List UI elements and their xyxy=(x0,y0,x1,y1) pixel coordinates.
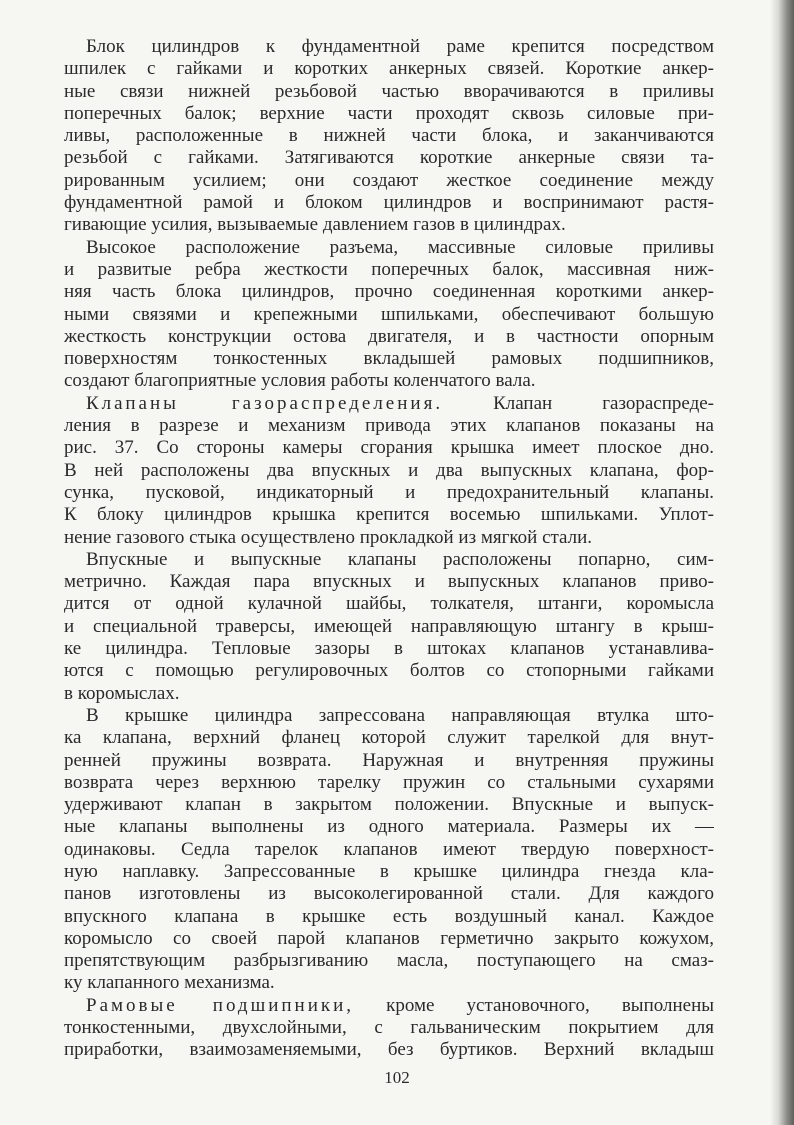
section-heading-valves: Клапаны газораспределения. xyxy=(86,392,444,414)
section-heading-main-bearings: Рамовые подшипники, xyxy=(86,994,355,1016)
text-line: фундаментной рамой и блоком цилиндров и воспринимают растя- xyxy=(64,192,714,214)
text-line: Высокое расположение разъема, массивные силовые приливы xyxy=(86,236,714,258)
text-line: дится от одной кулачной шайбы, толкателя, штанги, коромысла xyxy=(64,593,714,615)
text-line: В ней расположены два впускных и два выпускных клапана, фор- xyxy=(64,459,714,481)
text-line: и развитые ребра жесткости поперечных балок, массивная ниж- xyxy=(64,258,714,280)
text-line: коромысло со своей парой клапанов герметично закрыто кожухом, xyxy=(64,927,714,949)
text-line: препятствующим разбрызгиванию масла, поступающего на смаз- xyxy=(64,950,714,972)
text-line: ную наплавку. Запрессованные в крышке цилиндра гнезда кла- xyxy=(64,860,714,882)
text-line: в коромыслах. xyxy=(64,682,180,704)
text-line: панов изготовлены из высоколегированной стали. Для каждого xyxy=(64,883,714,905)
text-line: приработки, взаимозаменяемыми, без буртиков. Верхний вкладыш xyxy=(64,1039,714,1061)
text-line: метрично. Каждая пара впускных и выпускных клапанов приво- xyxy=(64,571,714,593)
text-line: ными связями и крепежными шпильками, обеспечивают большую xyxy=(64,303,714,325)
text-line: рис. 37. Со стороны камеры сгорания крышка имеет плоское дно. xyxy=(64,437,714,459)
text-line xyxy=(64,393,714,415)
text-line: ку клапанного механизма. xyxy=(64,972,275,994)
text-line: ливы, расположенные в нижней части блока, и заканчиваются xyxy=(64,125,714,147)
paragraph-3 xyxy=(64,393,714,549)
text-line-tail: Клапан газораспреде- xyxy=(443,392,714,414)
text-line: резьбой с гайками. Затягиваются короткие анкерные связи та- xyxy=(64,147,714,169)
text-line: ренней пружины возврата. Наружная и внутренняя пружины xyxy=(64,749,714,771)
text-line: поверхностям тонкостенных вкладышей рамовых подшипников, xyxy=(64,348,714,370)
text-line: и специальной траверсы, имеющей направляющую штангу в крыш- xyxy=(64,615,714,637)
paragraph-5 xyxy=(64,705,714,995)
text-line: няя часть блока цилиндров, прочно соединенная короткими анкер- xyxy=(64,281,714,303)
text-line: ные клапаны выполнены из одного материала. Размеры их — xyxy=(64,816,714,838)
text-line: тонкостенными, двухслойными, с гальваническим покрытием для xyxy=(64,1017,714,1039)
text-line: ке цилиндра. Тепловые зазоры в штоках клапанов устанавлива- xyxy=(64,638,714,660)
text-line: одинаковы. Седла тарелок клапанов имеют твердую поверхност- xyxy=(64,838,714,860)
text-line: ка клапана, верхний фланец которой служит тарелкой для внут- xyxy=(64,727,714,749)
body-text xyxy=(64,36,714,1062)
text-line xyxy=(64,995,714,1017)
paragraph-1 xyxy=(64,36,714,237)
text-line: поперечных балок; верхние части проходят сквозь силовые при- xyxy=(64,102,714,124)
text-line: Впускные и выпускные клапаны расположены попарно, сим- xyxy=(86,548,714,570)
text-line: жесткость конструкции остова двигателя, и в частности опорным xyxy=(64,325,714,347)
text-line: В крышке цилиндра запрессована направляющая втулка што- xyxy=(86,704,714,726)
paragraph-4 xyxy=(64,549,714,705)
text-line: возврата через верхнюю тарелку пружин со стальными сухарями xyxy=(64,771,714,793)
text-line-tail: кроме установочного, выполнены xyxy=(354,994,714,1016)
page-number: 102 xyxy=(384,1068,410,1087)
text-line: удерживают клапан в закрытом положении. Впускные и выпуск- xyxy=(64,794,714,816)
text-line: нение газового стыка осуществлено прокладкой из мягкой стали. xyxy=(64,526,593,548)
paragraph-6 xyxy=(64,995,714,1062)
paragraph-2 xyxy=(64,237,714,393)
text-line: создают благоприятные условия работы коленчатого вала. xyxy=(64,370,536,392)
text-line: ные связи нижней резьбовой частью вворачиваются в приливы xyxy=(64,80,714,102)
text-line: шпилек с гайками и коротких анкерных связей. Короткие анкер- xyxy=(64,58,714,80)
text-line: впускного клапана в крышке есть воздушный канал. Каждое xyxy=(64,905,714,927)
text-line: сунка, пусковой, индикаторный и предохранительный клапаны. xyxy=(64,481,714,503)
text-line: ления в разрезе и механизм привода этих клапанов показаны на xyxy=(64,415,714,437)
text-line: рированным усилием; они создают жесткое соединение между xyxy=(64,169,714,191)
text-line: гивающие усилия, вызываемые давлением газов в цилиндрах. xyxy=(64,214,566,236)
scan-page-edge xyxy=(770,0,794,1125)
text-line: К блоку цилиндров крышка крепится восемью шпильками. Уплот- xyxy=(64,504,714,526)
text-line: Блок цилиндров к фундаментной раме крепится посредством xyxy=(86,36,714,57)
text-line: ются с помощью регулировочных болтов со стопорными гайками xyxy=(64,660,714,682)
